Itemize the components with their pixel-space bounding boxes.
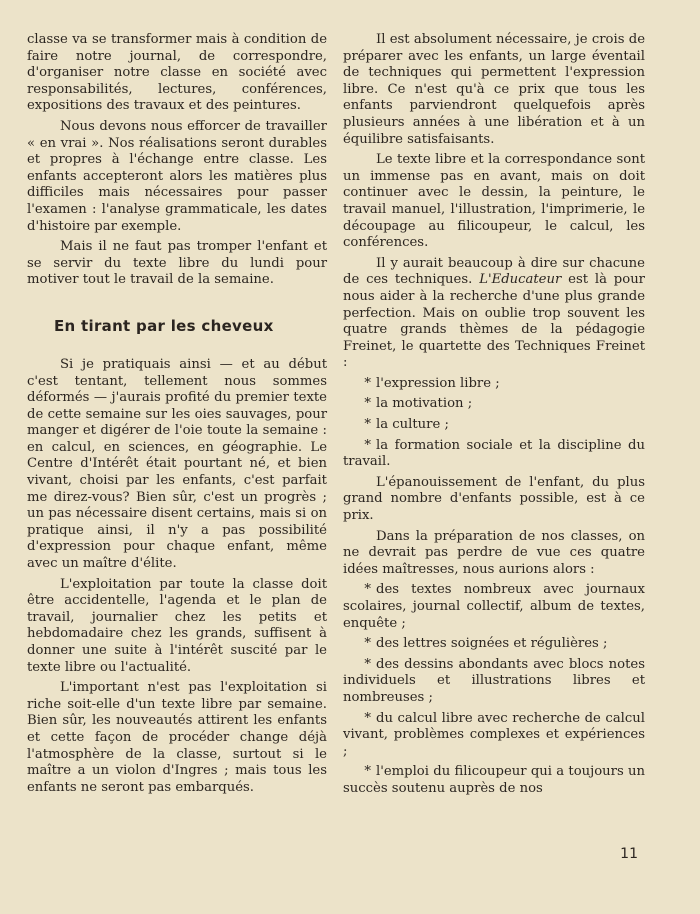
paragraph: classe va se transformer mais à condition de faire notre journal, de correspondre, d'organiser notre classe en société avec responsabilités, lectures, conférences, expositions des travaux et des peintures. bbox=[27, 32, 327, 114]
list-item: * du calcul libre avec recherche de calcul vivant, problèmes complexes et expériences ; bbox=[343, 710, 645, 759]
bullet-star: * bbox=[364, 437, 371, 453]
paragraph: Il est absolument nécessaire, je crois de préparer avec les enfants, un large éventail de techniques qui permettent l'expression libre. Ce n'est qu'à ce prix que tous les enfants parviendront quelquefois après plusieurs années à une libération et à un équilibre satisfaisants. bbox=[343, 32, 645, 147]
list-item: * la culture ; bbox=[343, 417, 645, 434]
paragraph bbox=[343, 256, 645, 372]
page-number: 11 bbox=[620, 846, 638, 862]
list-item: * la motivation ; bbox=[343, 396, 645, 413]
list-item: * la formation sociale et la discipline du travail. bbox=[343, 437, 645, 470]
bullet-star: * bbox=[364, 636, 371, 652]
section-heading: En tirant par les cheveux bbox=[54, 316, 274, 335]
paragraph: Si je pratiquais ainsi — et au début c'est tentant, tellement nous sommes déformés — j'aurais profité du premier texte de cette semaine sur les oies sauvages, pour manger et digérer de l'oie toute la semaine : en calcul, en sciences, en géographie. Le Centre d'Intérêt était pourtant né, et bien vivant, choisi par les enfants, c'est parfait me direz-vous? Bien sûr, c'est un progrès ; un pas nécessaire disent certains, mais si on pratique ainsi, il n'y a pas possibilité d'expression pour chaque enfant, même avec un maître d'élite. bbox=[27, 356, 327, 572]
paragraph: Le texte libre et la correspondance sont un immense pas en avant, mais on doit continuer avec le dessin, la peinture, le travail manuel, l'illustration, l'imprimerie, le découpage au filicoupeur, le calcul, les conférences. bbox=[343, 152, 645, 251]
text-run: Il y aurait beaucoup à dire sur chacune de ces techniques. bbox=[343, 255, 645, 288]
right-column bbox=[343, 32, 645, 802]
list-item: * l'emploi du filicoupeur qui a toujours un succès soutenu auprès de nos bbox=[343, 764, 645, 796]
bullet-star: * bbox=[364, 656, 371, 672]
paragraph: Dans la préparation de nos classes, on ne devrait pas perdre de vue ces quatre idées maîtresses, nous aurions alors : bbox=[343, 528, 645, 577]
list-item: * des textes nombreux avec journaux scolaires, journal collectif, album de textes, enquête ; bbox=[343, 582, 645, 631]
bullet-star: * bbox=[364, 375, 371, 391]
bullet-star: * bbox=[364, 417, 371, 433]
list-item: * l'expression libre ; bbox=[343, 376, 645, 393]
paragraph: L'épanouissement de l'enfant, du plus grand nombre d'enfants possible, est à ce prix. bbox=[343, 474, 645, 524]
paragraph: Nous devons nous efforcer de travailler « en vrai ». Nos réalisations seront durables et propres à l'échange entre classe. Les enfants accepteront alors les matières plus difficiles mais nécessaires pour passer l'examen : l'analyse grammaticale, les dates d'histoire par exemple. bbox=[27, 118, 327, 234]
journal-title: L'Educateur bbox=[479, 272, 562, 288]
list-item: * des lettres soignées et régulières ; bbox=[343, 636, 645, 653]
bullet-star: * bbox=[364, 710, 371, 726]
list-item: * des dessins abondants avec blocs notes individuels et illustrations libres et nombreuses ; bbox=[343, 656, 645, 705]
paragraph: L'important n'est pas l'exploitation si riche soit-elle d'un texte libre par semaine. Bien sûr, les nouveautés attirent les enfants et cette façon de procéder change déjà l'atmosphère de la classe, surtout si le maître a un violon d'Ingres ; mais tous les enfants ne seront pas embarqués. bbox=[27, 680, 327, 795]
bullet-star: * bbox=[364, 396, 371, 412]
text-run: est là pour nous aider à la recherche d'une plus grande perfection. Mais on oublie trop souvent les quatre grands thèmes de la pédagogie Freinet, le quartette des Techniques Freinet : bbox=[343, 272, 645, 371]
paragraph: Mais il ne faut pas tromper l'enfant et se servir du texte libre du lundi pour motiver tout le travail de la semaine. bbox=[27, 239, 327, 288]
bullet-star: * bbox=[364, 582, 371, 598]
paragraph: L'exploitation par toute la classe doit être accidentelle, l'agenda et le plan de travail, journalier chez les petits et hebdomadaire chez les grands, suffisent à donner une suite à l'intérêt suscité par le texte libre ou l'actualité. bbox=[27, 576, 327, 675]
bullet-star: * bbox=[364, 764, 371, 780]
left-column bbox=[27, 32, 327, 800]
